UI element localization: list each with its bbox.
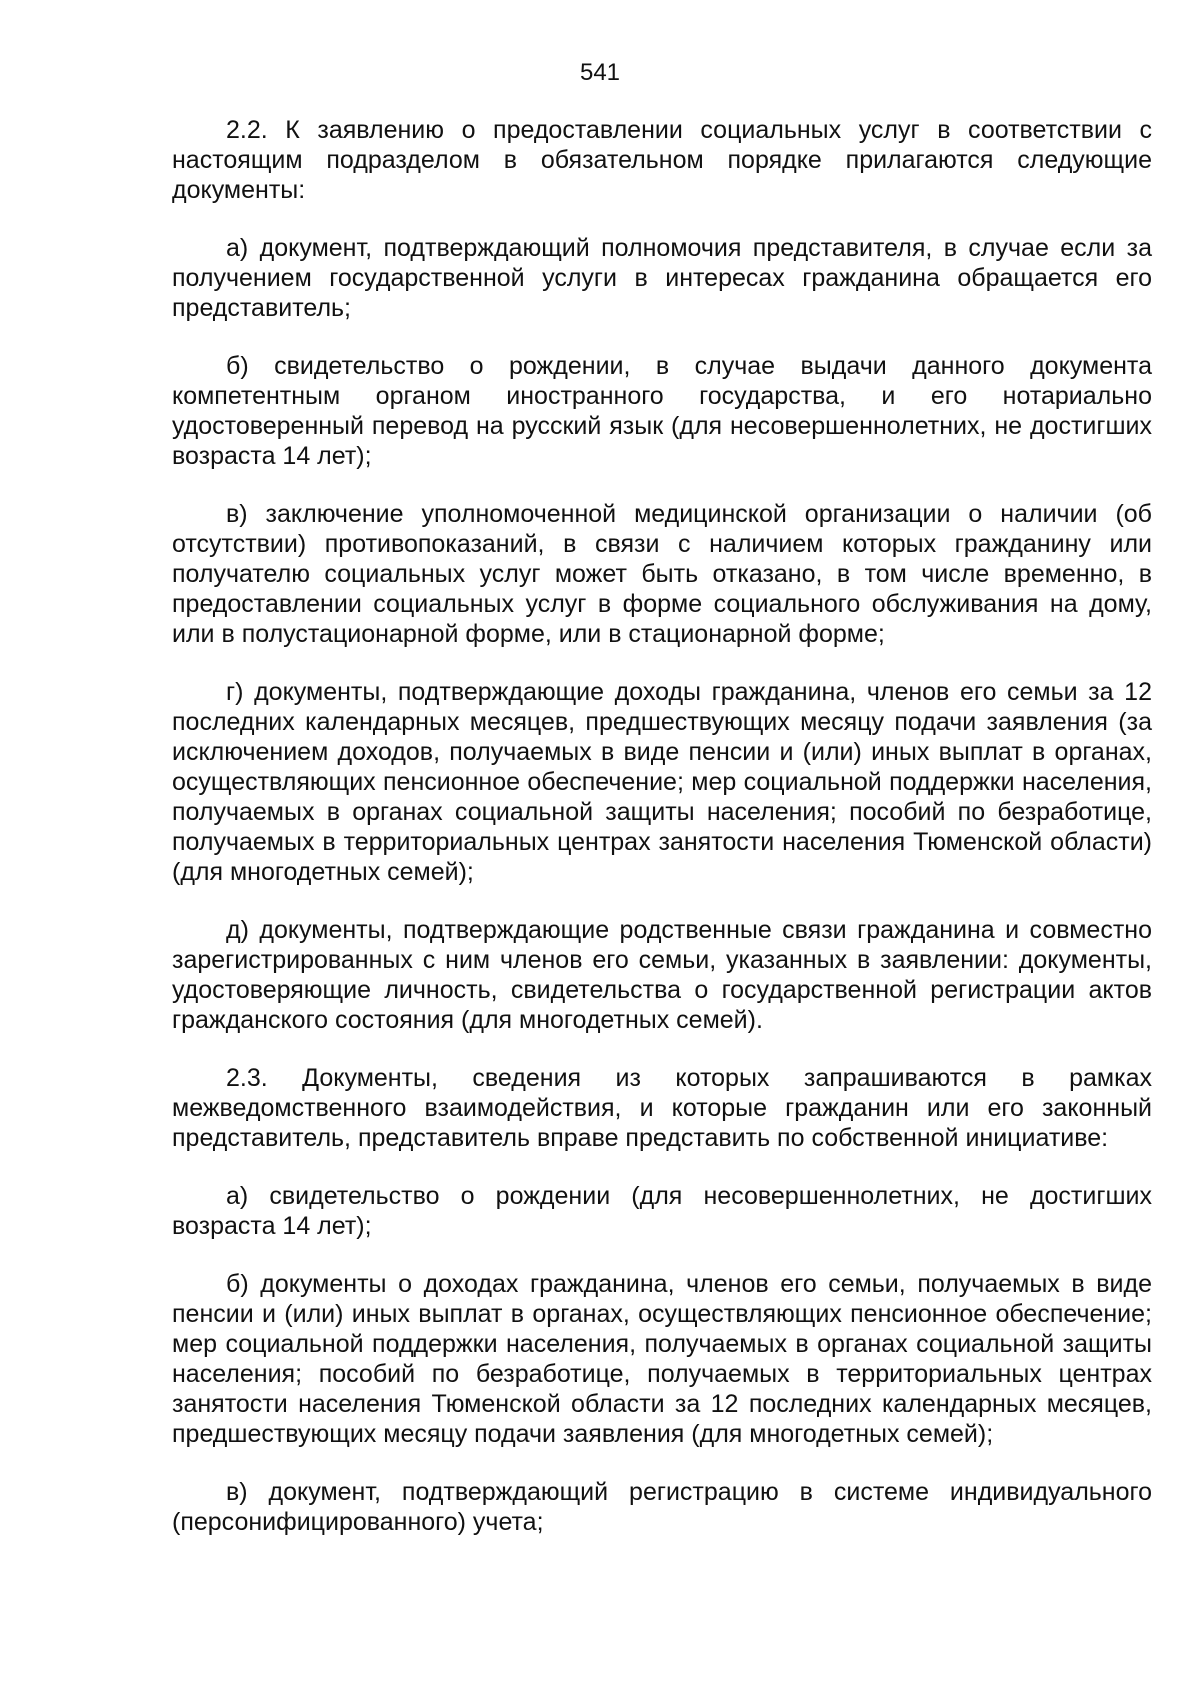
page-number: 541 bbox=[579, 59, 621, 86]
list-item-v: в) заключение уполномоченной медицинской организации о наличии (об отсутствии) противопоказаний, в связи с наличием которых гражданину или получателю социальных услуг может быть отказано, в том числе временно, в предоставлении социальных услуг в форме социального обслуживания на дому, или в полустационарной форме, или в стационарной форме; bbox=[172, 500, 1152, 648]
paragraph-2-3: 2.3. Документы, сведения из которых запрашиваются в рамках межведомственного взаимодействия, и которые гражданин или его законный представитель, представитель вправе представить по собственной инициативе: bbox=[172, 1064, 1152, 1152]
list-item-g: г) документы, подтверждающие доходы гражданина, членов его семьи за 12 последних календарных месяцев, предшествующих месяцу подачи заявления (за исключением доходов, получаемых в виде пенсии и (или) иных выплат в органах, осуществляющих пенсионное обеспечение; мер социальной поддержки населения, получаемых в органах социальной защиты населения; пособий по безработице, получаемых в территориальных центрах занятости населения Тюменской области) (для многодетных семей); bbox=[172, 678, 1152, 886]
paragraph-2-2: 2.2. К заявлению о предоставлении социальных услуг в соответствии с настоящим подразделом в обязательном порядке прилагаются следующие документы: bbox=[172, 116, 1152, 204]
list-item-v-2: в) документ, подтверждающий регистрацию в системе индивидуального (персонифицированного) учета; bbox=[172, 1478, 1152, 1536]
list-item-b-2: б) документы о доходах гражданина, членов его семьи, получаемых в виде пенсии и (или) иных выплат в органах, осуществляющих пенсионное обеспечение; мер социальной поддержки населения, получаемых в органах социальной защиты населения; пособий по безработице, получаемых в территориальных центрах занятости населения Тюменской области за 12 последних календарных месяцев, предшествующих месяцу подачи заявления (для многодетных семей); bbox=[172, 1270, 1152, 1448]
list-item-a-2: а) свидетельство о рождении (для несовершеннолетних, не достигших возраста 14 лет); bbox=[172, 1182, 1152, 1240]
list-item-b: б) свидетельство о рождении, в случае выдачи данного документа компетентным органом иностранного государства, и его нотариально удостоверенный перевод на русский язык (для несовершеннолетних, не достигших возраста 14 лет); bbox=[172, 352, 1152, 470]
list-item-d: д) документы, подтверждающие родственные связи гражданина и совместно зарегистрированных с ним членов его семьи, указанных в заявлении: документы, удостоверяющие личность, свидетельства о государственной регистрации актов гражданского состояния (для многодетных семей). bbox=[172, 916, 1152, 1034]
list-item-a: а) документ, подтверждающий полномочия представителя, в случае если за получением государственной услуги в интересах гражданина обращается его представитель; bbox=[172, 234, 1152, 322]
document-body bbox=[172, 115, 1152, 1565]
